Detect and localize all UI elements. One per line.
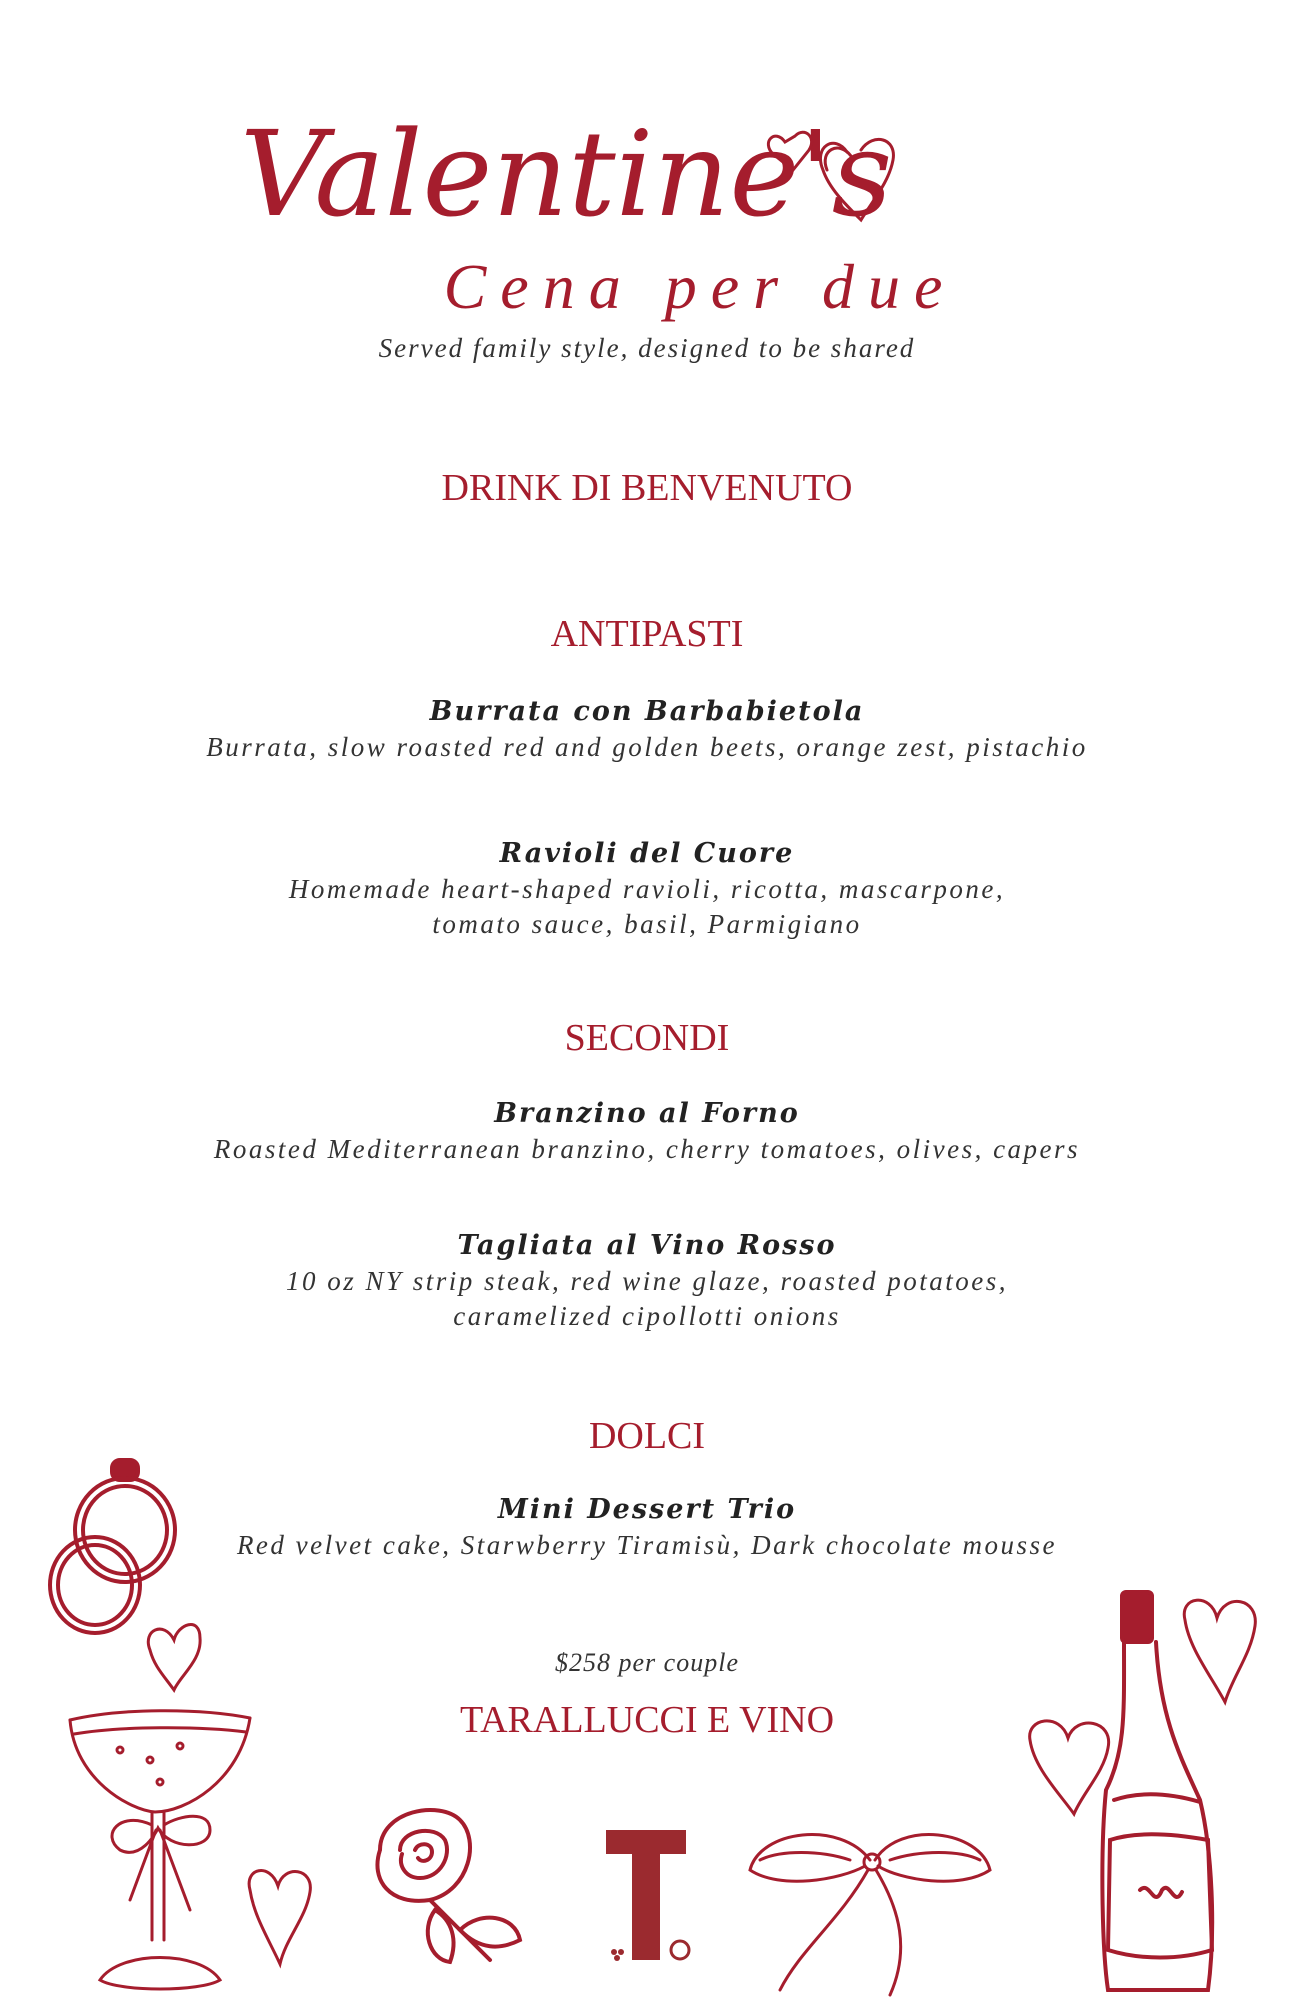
- section-title-drink: DRINK DI BENVENUTO: [441, 467, 853, 509]
- section-title-dolci: DOLCI: [588, 1415, 706, 1457]
- heart-icon: [240, 1860, 320, 1970]
- section-title-antipasti: ANTIPASTI: [550, 613, 744, 655]
- wine-bottle-icon: [1100, 1590, 1240, 2000]
- menu-item-desc: Homemade heart-shaped ravioli, ricotta, mascarpone,: [288, 874, 1006, 904]
- menu-item-desc: 10 oz NY strip steak, red wine glaze, roasted potatoes,: [286, 1266, 1008, 1296]
- menu-item-name: Burrata con Barbabietola: [429, 696, 865, 727]
- menu-item-desc: Red velvet cake, Starwberry Tiramisù, Dark chocolate mousse: [236, 1530, 1058, 1560]
- menu-item-desc: caramelized cipollotti onions: [453, 1301, 841, 1331]
- script-title-text: Valentine's: [240, 105, 893, 243]
- section-title-secondi: SECONDI: [564, 1017, 730, 1059]
- logo-t-icon: [606, 1830, 696, 1970]
- tagline: Served family style, designed to be shared: [378, 333, 916, 363]
- price: $258 per couple: [555, 1648, 739, 1677]
- rose-icon: [340, 1790, 550, 1990]
- menu-item-name: Branzino al Forno: [494, 1098, 800, 1129]
- menu-item-name: Tagliata al Vino Rosso: [457, 1230, 837, 1261]
- bow-icon: [740, 1800, 1000, 2000]
- menu-item-desc: Roasted Mediterranean branzino, cherry tomatoes, olives, capers: [213, 1134, 1081, 1164]
- menu-item-desc: tomato sauce, basil, Parmigiano: [432, 909, 862, 939]
- menu-item-name: Ravioli del Cuore: [499, 838, 795, 869]
- coupe-glass-icon: [60, 1700, 260, 2000]
- subtitle: Cena per due: [443, 251, 957, 322]
- menu-item-name: Mini Dessert Trio: [497, 1494, 797, 1525]
- script-title: [230, 100, 893, 250]
- heart-icon: [140, 1610, 230, 1700]
- brand-name: TARALLUCCI E VINO: [459, 1699, 835, 1741]
- menu-item-desc: Burrata, slow roasted red and golden beets, orange zest, pistachio: [206, 732, 1088, 762]
- heart-icon: [765, 120, 905, 230]
